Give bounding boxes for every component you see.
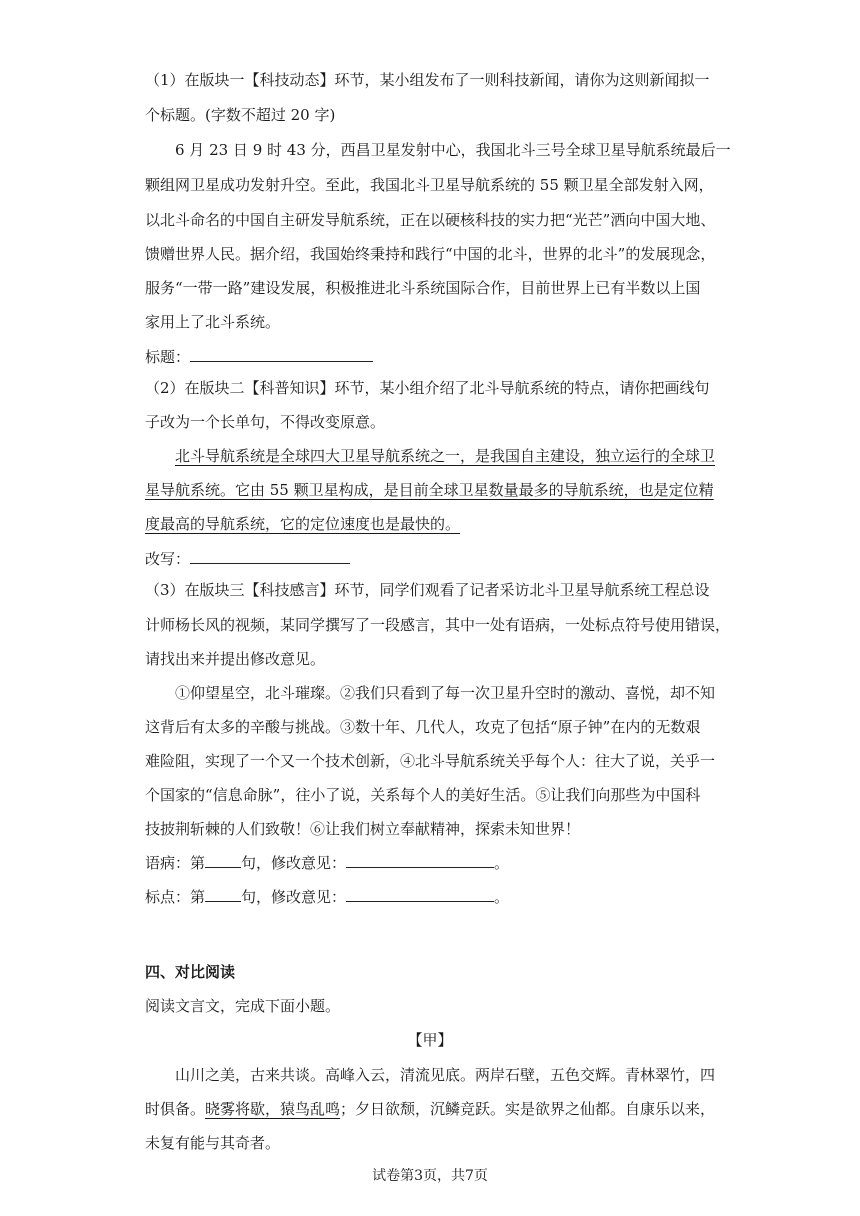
news-line-3: 以北斗命名的中国自主研发导航系统，正在以硬核科技的实力把“光芒”洒向中国大地、 xyxy=(145,211,716,229)
news-line-1: 6 月 23 日 9 时 43 分，西昌卫星发射中心，我国北斗三号全球卫星导航系统最后一 xyxy=(175,141,731,159)
title-answer-blank[interactable] xyxy=(190,346,373,362)
q3-prompt-line-3: 请找出来并提出修改意见。 xyxy=(145,650,326,668)
underlined-sentence-line-3: 度最高的导航系统，它的定位速度也是最快的。 xyxy=(145,515,461,533)
q1-prompt-line-2: 个标题。(字数不超过 20 字) xyxy=(145,106,336,124)
passage-line-2: 这背后有太多的辛酸与挑战。③数十年、几代人，攻克了包括“原子钟”在内的无数艰 xyxy=(145,718,701,736)
news-line-6: 家用上了北斗系统。 xyxy=(145,313,281,331)
passage-line-5: 技披荆斩棘的人们致敬！⑥让我们树立奉献精神，探索未知世界！ xyxy=(145,820,581,838)
punctuation-label: 标点：第 xyxy=(145,888,206,906)
q3-prompt-line-2: 计师杨长风的视频，某同学撰写了一段感言，其中一处有语病，一处标点符号使用错误， xyxy=(145,616,731,634)
classical-text-segment: ；夕日欲颓，沉鳞竞跃。实是欲界之仙都。自康乐以来， xyxy=(340,1100,716,1118)
punctuation-sentence-blank[interactable] xyxy=(205,886,241,902)
underlined-sentence-line-2: 星导航系统。它由 55 颗卫星构成，是目前全球卫星数量最多的导航系统，也是定位精 xyxy=(145,481,714,499)
rewrite-answer-label: 改写： xyxy=(145,550,191,568)
section-instruction: 阅读文言文，完成下面小题。 xyxy=(145,997,341,1015)
underlined-sentence-line-1: 北斗导航系统是全球四大卫星导航系统之一，是我国自主建设，独立运行的全球卫 xyxy=(175,447,716,465)
punctuation-opinion-label: 句，修改意见： xyxy=(241,888,347,906)
passage-line-1: ①仰望星空，北斗璀璨。②我们只看到了每一次卫星升空时的激动、喜悦，却不知 xyxy=(175,684,716,702)
q1-prompt-line-1: （1）在版块一【科技动态】环节，某小组发布了一则科技新闻，请你为这则新闻拟一 xyxy=(145,71,710,89)
classical-text-line-3: 未复有能与其奇者。 xyxy=(145,1134,281,1152)
punctuation-end-mark: 。 xyxy=(494,888,510,906)
news-line-4: 馈赠世界人民。据介绍，我国始终秉持和践行“中国的北斗，世界的北斗”的发展现念， xyxy=(145,245,716,263)
grammar-sentence-blank[interactable] xyxy=(205,852,241,868)
page-footer: 试卷第3页，共7页 xyxy=(372,1168,488,1184)
grammar-label: 语病：第 xyxy=(145,854,206,872)
q2-prompt-line-1: （2）在版块二【科普知识】环节，某小组介绍了北斗导航系统的特点，请你把画线句 xyxy=(145,379,710,397)
classical-text-line-1: 山川之美，古来共谈。高峰入云，清流见底。两岸石壁，五色交辉。青林翠竹，四 xyxy=(175,1066,716,1084)
rewrite-answer-blank[interactable] xyxy=(190,548,350,564)
classical-text-underlined: 晓雾将歇，猿鸟乱鸣 xyxy=(205,1100,341,1118)
grammar-answer-row xyxy=(145,852,509,873)
title-answer-row xyxy=(145,346,373,367)
news-line-5: 服务“一带一路”建设发展，积极推进北斗系统国际合作，目前世界上已有半数以上国 xyxy=(145,279,701,297)
section-heading: 四、对比阅读 xyxy=(145,963,236,981)
q2-prompt-line-2: 子改为一个长单句，不得改变原意。 xyxy=(145,413,386,431)
news-line-2: 颗组网卫星成功发射升空。至此，我国北斗卫星导航系统的 55 颗卫星全部发射入网， xyxy=(145,176,714,194)
passage-line-3: 难险阻，实现了一个又一个技术创新，④北斗导航系统关乎每个人：往大了说，关乎一 xyxy=(145,752,716,770)
classical-text-segment: 时俱备。 xyxy=(145,1100,206,1118)
punctuation-answer-row xyxy=(145,886,509,907)
title-answer-label: 标题： xyxy=(145,348,191,366)
grammar-opinion-label: 句，修改意见： xyxy=(241,854,347,872)
classical-text-line-2 xyxy=(145,1099,715,1119)
passage-jia-title: 【甲】 xyxy=(407,1031,453,1049)
grammar-end-mark: 。 xyxy=(494,854,510,872)
rewrite-answer-row xyxy=(145,548,350,569)
passage-line-4: 个国家的“信息命脉”，往小了说，关系每个人的美好生活。⑤让我们向那些为中国科 xyxy=(145,786,701,804)
q3-prompt-line-1: （3）在版块三【科技感言】环节，同学们观看了记者采访北斗卫星导航系统工程总设 xyxy=(145,581,710,599)
grammar-opinion-blank[interactable] xyxy=(346,852,494,868)
punctuation-opinion-blank[interactable] xyxy=(346,886,494,902)
